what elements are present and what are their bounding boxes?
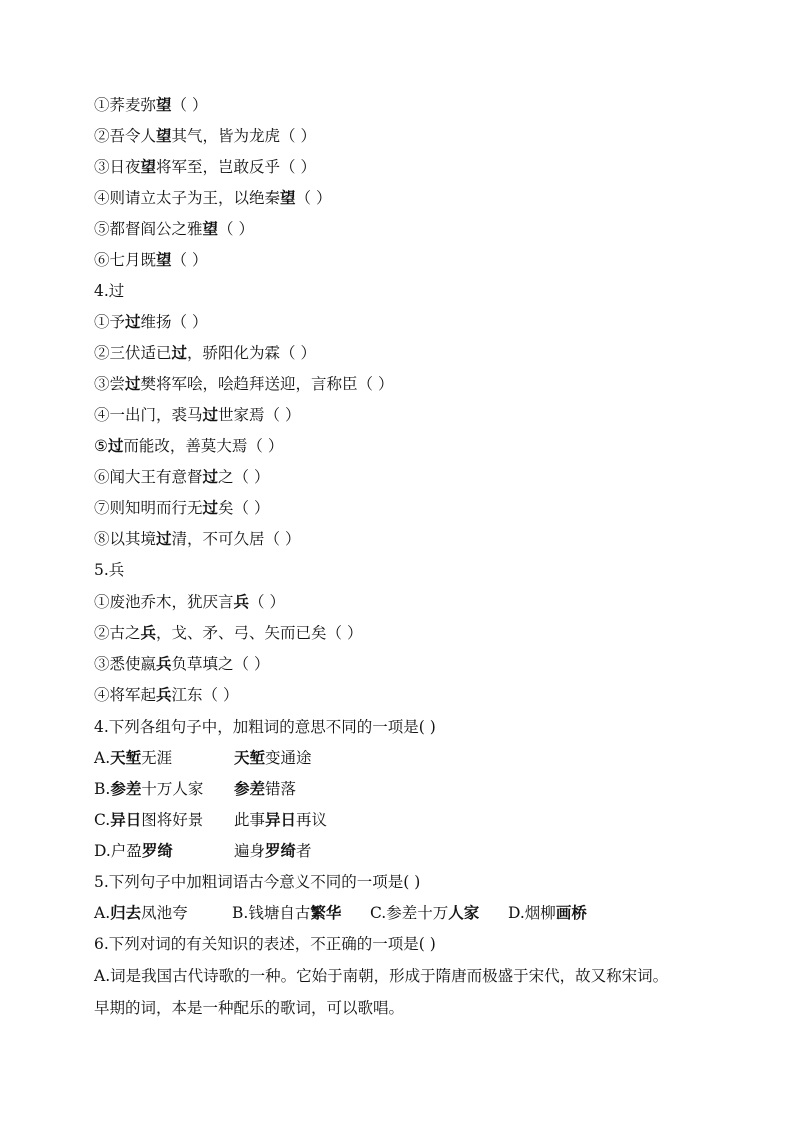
q5-option-c: C.参差十万人家 [370, 903, 480, 922]
wang-item-3: ③日夜望将军至，岂敢反乎（ ） [94, 157, 316, 176]
q6-option-a-line2: 早期的词，本是一种配乐的歌词，可以歌唱。 [94, 999, 405, 1017]
q4-option-a: A.天堑无涯 天堑变通途 [94, 748, 312, 767]
q5-option-d: D.烟柳画桥 [508, 903, 587, 922]
wang-item-6: ⑥七月既望（ ） [94, 250, 208, 269]
question-6-stem: 6.下列对词的有关知识的表述，不正确的一项是( ) [94, 935, 436, 953]
wang-item-1: ①荞麦弥望（ ） [94, 95, 208, 114]
bing-item-1: ①废池乔木，犹厌言兵（ ） [94, 592, 285, 611]
guo-item-7: ⑦则知明而行无过矣（ ） [94, 498, 270, 517]
wang-item-2: ②吾令人望其气，皆为龙虎（ ） [94, 126, 316, 145]
q5-option-a: A.归去凤池夸 [94, 903, 188, 922]
guo-item-4: ④一出门，裘马过世家焉（ ） [94, 405, 301, 424]
q4-option-d: D.户盈罗绮 遍身罗绮者 [94, 841, 312, 860]
guo-item-5: ⑤过而能改，善莫大焉（ ） [94, 436, 284, 455]
guo-item-6: ⑥闻大王有意督过之（ ） [94, 467, 270, 486]
q4-option-c: C.异日图将好景 此事异日再议 [94, 810, 328, 829]
question-5-stem: 5.下列句子中加粗词语古今意义不同的一项是( ) [94, 873, 421, 891]
guo-item-3: ③尝过樊将军哙，哙趋拜送迎，言称臣（ ） [94, 374, 394, 393]
question-4-stem: 4.下列各组句子中，加粗词的意思不同的一项是( ) [94, 718, 436, 736]
section-heading-guo: 4.过 [94, 282, 125, 300]
bing-item-2: ②古之兵，戈、矛、弓、矢而已矣（ ） [94, 623, 363, 642]
q6-option-a-line1: A.词是我国古代诗歌的一种。它始于南朝，形成于隋唐而极盛于宋代，故又称宋词。 [94, 967, 669, 985]
guo-item-2: ②三伏适已过，骄阳化为霖（ ） [94, 343, 316, 362]
q4-option-b: B.参差十万人家 参差错落 [94, 779, 297, 798]
bing-item-3: ③悉使嬴兵负草填之（ ） [94, 654, 270, 673]
bing-item-4: ④将军起兵江东（ ） [94, 685, 239, 704]
q5-option-b: B.钱塘自古繁华 [232, 903, 342, 922]
guo-item-1: ①予过维扬（ ） [94, 312, 208, 331]
wang-item-5: ⑤都督阎公之雅望（ ） [94, 219, 254, 238]
q5-options [94, 903, 587, 923]
section-heading-bing: 5.兵 [94, 561, 125, 579]
guo-item-8: ⑧以其境过清，不可久居（ ） [94, 529, 301, 548]
wang-item-4: ④则请立太子为王，以绝秦望（ ） [94, 188, 332, 207]
